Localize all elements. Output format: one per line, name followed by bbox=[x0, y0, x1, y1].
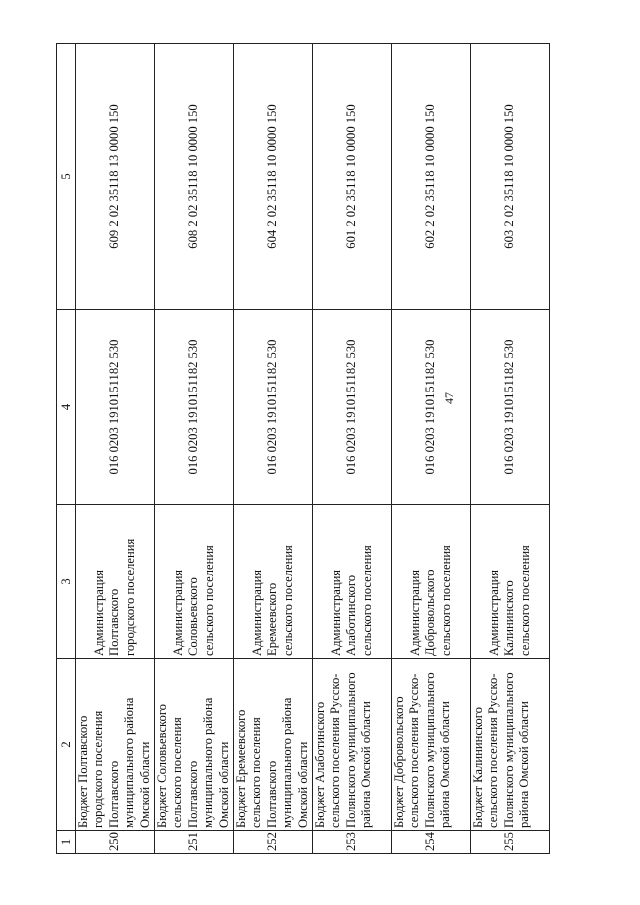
table-row bbox=[471, 44, 550, 854]
row-number: 250 bbox=[76, 831, 155, 854]
revenue-code-cell: 602 2 02 35118 10 0000 150 bbox=[392, 44, 471, 310]
admin-line: Добровольского bbox=[423, 569, 438, 656]
row-number: 251 bbox=[155, 831, 234, 854]
header-cell: 3 bbox=[57, 505, 76, 659]
recipient-line: сельского поселения Русско- bbox=[328, 673, 343, 828]
recipient-line: Омской области bbox=[295, 741, 310, 828]
row-number: 252 bbox=[234, 831, 313, 854]
recipient-cell bbox=[313, 659, 392, 831]
recipient-line: Полтавского bbox=[106, 760, 121, 828]
revenue-code-cell: 604 2 02 35118 10 0000 150 bbox=[234, 44, 313, 310]
admin-line: Администрация bbox=[91, 569, 106, 656]
admin-cell bbox=[313, 505, 392, 659]
header-cell: 5 bbox=[57, 44, 76, 310]
admin-line: Администрация bbox=[170, 569, 185, 656]
revenue-code-cell: 609 2 02 35118 13 0000 150 bbox=[76, 44, 155, 310]
recipient-line: Полянского муниципального bbox=[501, 672, 516, 828]
row-number: 254 bbox=[392, 831, 471, 854]
recipient-cell bbox=[234, 659, 313, 831]
recipient-line: района Омской области bbox=[438, 701, 453, 828]
recipient-line: муниципального района bbox=[201, 697, 216, 828]
recipient-line: Полтавского bbox=[185, 760, 200, 828]
expense-code-cell: 016 0203 1910151182 530 bbox=[76, 310, 155, 505]
recipient-line: сельского поселения Русско- bbox=[407, 673, 422, 828]
expense-code-cell: 016 0203 1910151182 530 bbox=[313, 310, 392, 505]
recipient-cell bbox=[76, 659, 155, 831]
recipient-line: муниципального района bbox=[280, 697, 295, 828]
budget-table bbox=[56, 43, 550, 854]
table-row bbox=[234, 44, 313, 854]
recipient-line: Полянского муниципального bbox=[422, 672, 437, 828]
rotated-table-wrapper bbox=[56, 44, 544, 854]
admin-cell bbox=[76, 505, 155, 659]
expense-code-cell: 016 0203 1910151182 530 bbox=[234, 310, 313, 505]
recipient-line: Бюджет Добровольского bbox=[392, 696, 406, 828]
admin-line: сельского поселения bbox=[438, 545, 453, 656]
recipient-line: Бюджет Полтавского bbox=[76, 715, 90, 828]
revenue-code-cell: 601 2 02 35118 10 0000 150 bbox=[313, 44, 392, 310]
revenue-code-cell: 603 2 02 35118 10 0000 150 bbox=[471, 44, 550, 310]
expense-code-cell: 016 0203 1910151182 530 bbox=[471, 310, 550, 505]
expense-code-cell: 016 0203 1910151182 530 bbox=[392, 310, 471, 505]
admin-line: Алаботинского bbox=[344, 574, 359, 656]
admin-line: Соловьевского bbox=[186, 577, 201, 656]
admin-line: Администрация bbox=[328, 569, 343, 656]
recipient-line: Бюджет Алаботинского bbox=[313, 701, 327, 828]
recipient-line: сельского поселения Русско- bbox=[486, 673, 501, 828]
table-row bbox=[313, 44, 392, 854]
header-cell: 1 bbox=[57, 831, 76, 854]
recipient-line: района Омской области bbox=[359, 701, 374, 828]
revenue-code-cell: 608 2 02 35118 10 0000 150 bbox=[155, 44, 234, 310]
recipient-cell bbox=[155, 659, 234, 831]
recipient-line: Омской области bbox=[216, 741, 231, 828]
recipient-line: Бюджет Калининского bbox=[471, 707, 485, 828]
recipient-line: Омской области bbox=[137, 741, 152, 828]
admin-line: сельского поселения bbox=[517, 545, 532, 656]
recipient-line: Полянского муниципального bbox=[343, 672, 358, 828]
recipient-line: Бюджет Еремеевского bbox=[234, 709, 248, 828]
recipient-line: муниципального района bbox=[122, 697, 137, 828]
recipient-cell bbox=[392, 659, 471, 831]
table-row bbox=[392, 44, 471, 854]
admin-line: Администрация bbox=[486, 569, 501, 656]
admin-cell bbox=[234, 505, 313, 659]
page-number: 47 bbox=[442, 392, 456, 404]
recipient-line: городского поселения bbox=[91, 710, 106, 828]
admin-cell bbox=[155, 505, 234, 659]
recipient-line: сельского поселения bbox=[249, 717, 264, 828]
header-row bbox=[57, 44, 76, 854]
admin-line: Администрация bbox=[407, 569, 422, 656]
row-number: 255 bbox=[471, 831, 550, 854]
admin-line: городского поселения bbox=[122, 538, 137, 656]
recipient-line: сельского поселения bbox=[170, 717, 185, 828]
admin-line: Администрация bbox=[249, 569, 264, 656]
table-row bbox=[76, 44, 155, 854]
recipient-line: Полтавского bbox=[264, 760, 279, 828]
header-cell: 2 bbox=[57, 659, 76, 831]
admin-line: сельского поселения bbox=[359, 545, 374, 656]
table-row bbox=[155, 44, 234, 854]
admin-line: Еремеевского bbox=[265, 582, 280, 656]
recipient-line: Бюджет Соловьевского bbox=[155, 704, 169, 828]
admin-line: Калининского bbox=[502, 580, 517, 656]
row-number: 253 bbox=[313, 831, 392, 854]
admin-line: сельского поселения bbox=[201, 545, 216, 656]
admin-cell bbox=[392, 505, 471, 659]
admin-line: сельского поселения bbox=[280, 545, 295, 656]
header-cell: 4 bbox=[57, 310, 76, 505]
admin-cell bbox=[471, 505, 550, 659]
admin-line: Полтавского bbox=[107, 588, 122, 656]
expense-code-cell: 016 0203 1910151182 530 bbox=[155, 310, 234, 505]
recipient-line: района Омской области bbox=[517, 701, 532, 828]
recipient-cell bbox=[471, 659, 550, 831]
